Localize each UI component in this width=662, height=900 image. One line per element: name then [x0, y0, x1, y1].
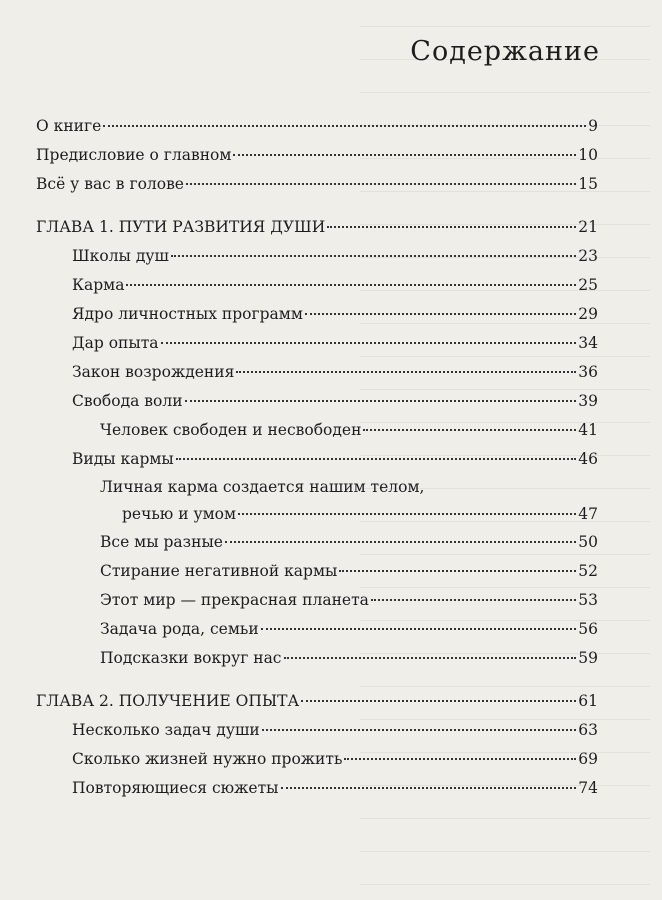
dot-leader: [284, 657, 577, 659]
toc-entry[interactable]: [36, 141, 598, 170]
toc-page-number: 29: [578, 305, 598, 323]
toc-entry-label: Стирание негативной кармы: [100, 562, 338, 580]
dot-leader: [236, 371, 576, 373]
toc-entry-label: Личная карма создается нашим телом,: [100, 478, 425, 496]
toc-entry-label: Этот мир — прекрасная планета: [100, 591, 369, 609]
toc-page-number: 34: [578, 334, 598, 352]
toc-chapter-entry[interactable]: [36, 687, 598, 716]
toc-entry[interactable]: [36, 112, 598, 141]
dot-leader: [233, 154, 576, 156]
toc-page-number: 50: [578, 533, 598, 551]
toc-page-number: 23: [578, 247, 598, 265]
toc-entry[interactable]: [36, 358, 598, 387]
toc-page-number: 46: [578, 450, 598, 468]
toc-chapter-label: ГЛАВА 1. ПУТИ РАЗВИТИЯ ДУШИ: [36, 218, 326, 236]
dot-leader: [238, 513, 576, 515]
dot-leader: [225, 541, 576, 543]
dot-leader: [305, 313, 576, 315]
toc-page-number: 59: [578, 649, 598, 667]
table-of-contents: [36, 112, 598, 803]
toc-entry[interactable]: [36, 416, 598, 445]
toc-entry[interactable]: [36, 745, 598, 774]
toc-entry-label: Виды кармы: [72, 450, 174, 468]
toc-entry[interactable]: [36, 644, 598, 673]
toc-entry[interactable]: [36, 170, 598, 199]
toc-entry-label: Сколько жизней нужно прожить: [72, 750, 343, 768]
toc-entry[interactable]: [36, 387, 598, 416]
toc-entry[interactable]: [36, 474, 598, 528]
toc-entry-label: Закон возрождения: [72, 363, 235, 381]
toc-page-number: 9: [588, 117, 598, 135]
dot-leader: [363, 429, 576, 431]
page-title: Содержание: [410, 36, 600, 67]
toc-entry[interactable]: [36, 774, 598, 803]
dot-leader: [344, 758, 576, 760]
toc-page-number: 25: [578, 276, 598, 294]
toc-page-number: 10: [578, 146, 598, 164]
dot-leader: [186, 183, 576, 185]
toc-entry[interactable]: [36, 716, 598, 745]
toc-chapter-entry[interactable]: [36, 213, 598, 242]
dot-leader: [161, 342, 577, 344]
toc-entry[interactable]: [36, 615, 598, 644]
toc-entry[interactable]: [36, 528, 598, 557]
toc-entry[interactable]: [36, 586, 598, 615]
toc-entry[interactable]: [36, 329, 598, 358]
toc-entry-label: Школы душ: [72, 247, 169, 265]
toc-entry-label: Предисловие о главном: [36, 146, 232, 164]
toc-entry-label: Подсказки вокруг нас: [100, 649, 282, 667]
dot-leader: [301, 700, 576, 702]
toc-page-number: 47: [578, 505, 598, 523]
toc-entry[interactable]: [36, 242, 598, 271]
toc-page-number: 69: [578, 750, 598, 768]
toc-entry[interactable]: [36, 557, 598, 586]
toc-page-number: 52: [578, 562, 598, 580]
dot-leader: [176, 458, 576, 460]
toc-entry-label: Карма: [72, 276, 125, 294]
dot-leader: [185, 400, 577, 402]
toc-page-number: 56: [578, 620, 598, 638]
toc-entry-label-continued: речью и умом: [122, 505, 237, 523]
toc-page-number: 21: [578, 218, 598, 236]
toc-entry[interactable]: [36, 271, 598, 300]
toc-page-number: 39: [578, 392, 598, 410]
toc-entry-label: Ядро личностных программ: [72, 305, 303, 323]
toc-entry-label: Задача рода, семьи: [100, 620, 259, 638]
toc-entry[interactable]: [36, 445, 598, 474]
dot-leader: [327, 226, 576, 228]
toc-chapter-label: ГЛАВА 2. ПОЛУЧЕНИЕ ОПЫТА: [36, 692, 300, 710]
dot-leader: [371, 599, 576, 601]
toc-entry-label: Всё у вас в голове: [36, 175, 184, 193]
dot-leader: [171, 255, 576, 257]
toc-page-number: 53: [578, 591, 598, 609]
toc-entry-label: Свобода воли: [72, 392, 183, 410]
toc-entry-label: О книге: [36, 117, 102, 135]
toc-page-number: 63: [578, 721, 598, 739]
dot-leader: [261, 628, 577, 630]
dot-leader: [262, 729, 577, 731]
toc-page-number: 41: [578, 421, 598, 439]
toc-page-number: 15: [578, 175, 598, 193]
toc-entry-label: Несколько задач души: [72, 721, 260, 739]
dot-leader: [339, 570, 576, 572]
toc-page-number: 74: [578, 779, 598, 797]
toc-entry-label: Повторяющиеся сюжеты: [72, 779, 279, 797]
toc-page-number: 61: [578, 692, 598, 710]
dot-leader: [103, 125, 586, 127]
dot-leader: [126, 284, 576, 286]
toc-entry-label: Дар опыта: [72, 334, 159, 352]
dot-leader: [281, 787, 577, 789]
toc-page-number: 36: [578, 363, 598, 381]
toc-entry[interactable]: [36, 300, 598, 329]
toc-entry-label: Все мы разные: [100, 533, 223, 551]
toc-entry-label: Человек свободен и несвободен: [100, 421, 362, 439]
